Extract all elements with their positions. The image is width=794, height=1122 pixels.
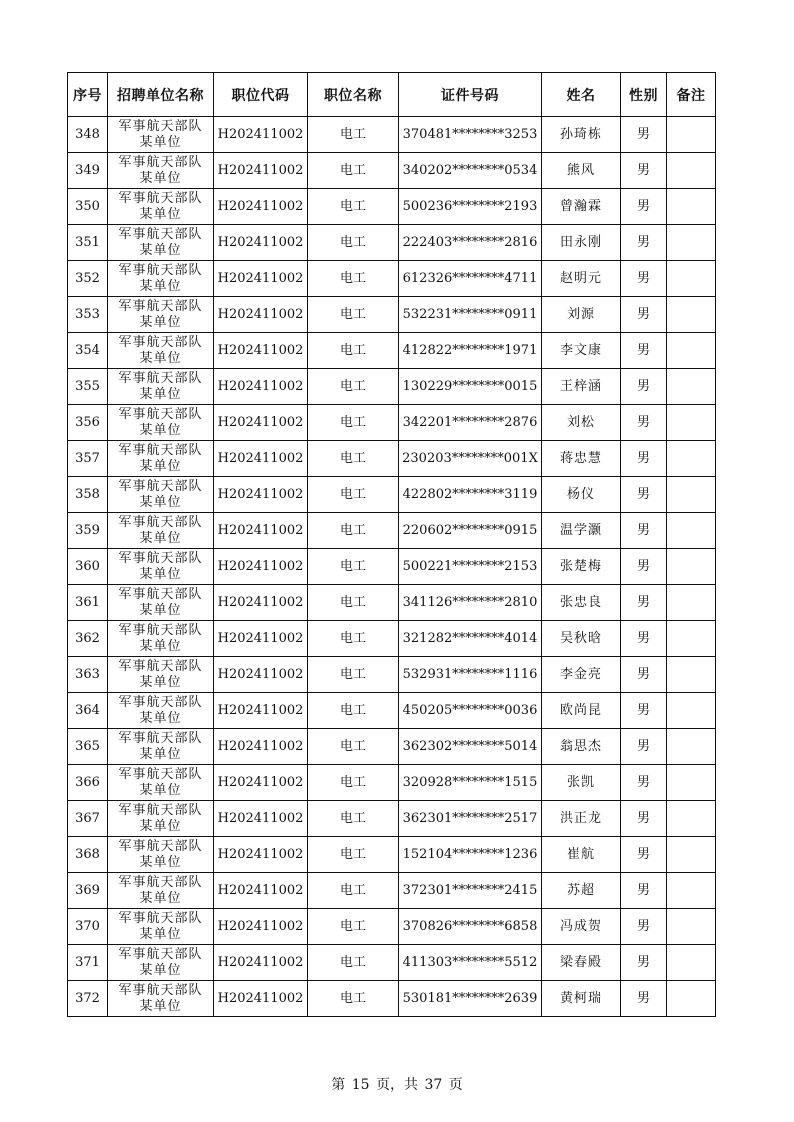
unit-cell — [108, 297, 214, 333]
table-row — [68, 981, 716, 1017]
table-row — [68, 477, 716, 513]
gender-cell: 男 — [621, 945, 667, 981]
unit-line: 某单位 — [139, 242, 182, 258]
position-cell: 电工 — [308, 333, 399, 369]
unit-line: 军事航天部队 — [118, 370, 203, 386]
table-row — [68, 693, 716, 729]
note-cell — [667, 585, 716, 621]
unit-line: 军事航天部队 — [118, 262, 203, 278]
seq-cell: 356 — [68, 405, 108, 441]
code-cell: H202411002 — [214, 117, 308, 153]
header-note: 备注 — [667, 73, 716, 117]
id-cell: 500236********2193 — [399, 189, 542, 225]
seq-cell: 362 — [68, 621, 108, 657]
note-cell — [667, 117, 716, 153]
id-cell: 532231********0911 — [399, 297, 542, 333]
gender-cell: 男 — [621, 909, 667, 945]
position-cell: 电工 — [308, 729, 399, 765]
unit-line: 某单位 — [139, 566, 182, 582]
id-cell: 341126********2810 — [399, 585, 542, 621]
gender-cell: 男 — [621, 873, 667, 909]
unit-cell — [108, 549, 214, 585]
unit-line: 某单位 — [139, 710, 182, 726]
position-cell: 电工 — [308, 225, 399, 261]
gender-cell: 男 — [621, 729, 667, 765]
position-cell: 电工 — [308, 657, 399, 693]
note-cell — [667, 225, 716, 261]
code-cell: H202411002 — [214, 801, 308, 837]
seq-cell: 354 — [68, 333, 108, 369]
unit-line: 某单位 — [139, 386, 182, 402]
table-row — [68, 945, 716, 981]
position-cell: 电工 — [308, 801, 399, 837]
gender-cell: 男 — [621, 513, 667, 549]
unit-cell — [108, 873, 214, 909]
position-cell: 电工 — [308, 981, 399, 1017]
unit-cell — [108, 117, 214, 153]
note-cell — [667, 261, 716, 297]
seq-cell: 368 — [68, 837, 108, 873]
unit-cell — [108, 945, 214, 981]
note-cell — [667, 189, 716, 225]
seq-cell: 371 — [68, 945, 108, 981]
table-row — [68, 513, 716, 549]
name-cell: 李文康 — [542, 333, 621, 369]
header-gender: 性别 — [621, 73, 667, 117]
table-row — [68, 369, 716, 405]
unit-line: 某单位 — [139, 746, 182, 762]
unit-cell — [108, 405, 214, 441]
name-cell: 翁思杰 — [542, 729, 621, 765]
code-cell: H202411002 — [214, 333, 308, 369]
unit-line: 军事航天部队 — [118, 802, 203, 818]
unit-line: 军事航天部队 — [118, 226, 203, 242]
page-number: 第 15 页，共 37 页 — [331, 1077, 463, 1093]
header-unit: 招聘单位名称 — [108, 73, 214, 117]
code-cell: H202411002 — [214, 693, 308, 729]
seq-cell: 372 — [68, 981, 108, 1017]
position-cell: 电工 — [308, 297, 399, 333]
unit-line: 某单位 — [139, 494, 182, 510]
unit-line: 某单位 — [139, 314, 182, 330]
position-cell: 电工 — [308, 189, 399, 225]
unit-cell — [108, 693, 214, 729]
unit-line: 某单位 — [139, 458, 182, 474]
unit-cell — [108, 225, 214, 261]
position-cell: 电工 — [308, 621, 399, 657]
id-cell: 320928********1515 — [399, 765, 542, 801]
code-cell: H202411002 — [214, 837, 308, 873]
table-row — [68, 585, 716, 621]
id-cell: 321282********4014 — [399, 621, 542, 657]
seq-cell: 370 — [68, 909, 108, 945]
code-cell: H202411002 — [214, 981, 308, 1017]
gender-cell: 男 — [621, 153, 667, 189]
table-row — [68, 297, 716, 333]
table-row — [68, 117, 716, 153]
name-cell: 杨仪 — [542, 477, 621, 513]
table-row — [68, 873, 716, 909]
unit-cell — [108, 441, 214, 477]
code-cell: H202411002 — [214, 261, 308, 297]
unit-cell — [108, 261, 214, 297]
unit-line: 某单位 — [139, 890, 182, 906]
unit-line: 某单位 — [139, 926, 182, 942]
name-cell: 李金亮 — [542, 657, 621, 693]
gender-cell: 男 — [621, 981, 667, 1017]
unit-line: 军事航天部队 — [118, 514, 203, 530]
position-cell: 电工 — [308, 873, 399, 909]
name-cell: 刘松 — [542, 405, 621, 441]
id-cell: 370481********3253 — [399, 117, 542, 153]
name-cell: 蒋忠慧 — [542, 441, 621, 477]
unit-line: 军事航天部队 — [118, 550, 203, 566]
name-cell: 赵明元 — [542, 261, 621, 297]
position-cell: 电工 — [308, 405, 399, 441]
unit-line: 军事航天部队 — [118, 838, 203, 854]
table-row — [68, 801, 716, 837]
unit-line: 军事航天部队 — [118, 118, 203, 134]
unit-line: 某单位 — [139, 350, 182, 366]
code-cell: H202411002 — [214, 477, 308, 513]
seq-cell: 360 — [68, 549, 108, 585]
code-cell: H202411002 — [214, 441, 308, 477]
seq-cell: 357 — [68, 441, 108, 477]
seq-cell: 355 — [68, 369, 108, 405]
position-cell: 电工 — [308, 153, 399, 189]
name-cell: 欧尚昆 — [542, 693, 621, 729]
seq-cell: 349 — [68, 153, 108, 189]
code-cell: H202411002 — [214, 585, 308, 621]
unit-line: 某单位 — [139, 422, 182, 438]
id-cell: 412822********1971 — [399, 333, 542, 369]
gender-cell: 男 — [621, 585, 667, 621]
gender-cell: 男 — [621, 261, 667, 297]
unit-line: 军事航天部队 — [118, 982, 203, 998]
note-cell — [667, 801, 716, 837]
note-cell — [667, 765, 716, 801]
code-cell: H202411002 — [214, 621, 308, 657]
gender-cell: 男 — [621, 693, 667, 729]
code-cell: H202411002 — [214, 297, 308, 333]
unit-cell — [108, 837, 214, 873]
gender-cell: 男 — [621, 117, 667, 153]
position-cell: 电工 — [308, 585, 399, 621]
table-row — [68, 261, 716, 297]
unit-line: 军事航天部队 — [118, 946, 203, 962]
name-cell: 苏超 — [542, 873, 621, 909]
note-cell — [667, 153, 716, 189]
seq-cell: 367 — [68, 801, 108, 837]
note-cell — [667, 549, 716, 585]
id-cell: 450205********0036 — [399, 693, 542, 729]
note-cell — [667, 513, 716, 549]
unit-line: 某单位 — [139, 962, 182, 978]
unit-cell — [108, 657, 214, 693]
unit-cell — [108, 801, 214, 837]
gender-cell: 男 — [621, 189, 667, 225]
table-row — [68, 909, 716, 945]
unit-cell — [108, 153, 214, 189]
unit-cell — [108, 621, 214, 657]
unit-line: 军事航天部队 — [118, 586, 203, 602]
seq-cell: 350 — [68, 189, 108, 225]
code-cell: H202411002 — [214, 873, 308, 909]
gender-cell: 男 — [621, 549, 667, 585]
unit-cell — [108, 189, 214, 225]
name-cell: 孙琦栋 — [542, 117, 621, 153]
unit-cell — [108, 585, 214, 621]
id-cell: 342201********2876 — [399, 405, 542, 441]
code-cell: H202411002 — [214, 405, 308, 441]
unit-cell — [108, 513, 214, 549]
unit-line: 某单位 — [139, 854, 182, 870]
name-cell: 张凯 — [542, 765, 621, 801]
note-cell — [667, 873, 716, 909]
name-cell: 温学灏 — [542, 513, 621, 549]
table-row — [68, 441, 716, 477]
note-cell — [667, 333, 716, 369]
note-cell — [667, 981, 716, 1017]
unit-line: 某单位 — [139, 278, 182, 294]
unit-cell — [108, 729, 214, 765]
note-cell — [667, 405, 716, 441]
note-cell — [667, 837, 716, 873]
note-cell — [667, 297, 716, 333]
unit-line: 某单位 — [139, 170, 182, 186]
note-cell — [667, 621, 716, 657]
code-cell: H202411002 — [214, 153, 308, 189]
id-cell: 500221********2153 — [399, 549, 542, 585]
note-cell — [667, 657, 716, 693]
code-cell: H202411002 — [214, 657, 308, 693]
seq-cell: 365 — [68, 729, 108, 765]
candidate-table — [67, 72, 716, 1017]
position-cell: 电工 — [308, 945, 399, 981]
table-row — [68, 549, 716, 585]
seq-cell: 366 — [68, 765, 108, 801]
position-cell: 电工 — [308, 765, 399, 801]
unit-line: 军事航天部队 — [118, 406, 203, 422]
seq-cell: 364 — [68, 693, 108, 729]
name-cell: 崔航 — [542, 837, 621, 873]
gender-cell: 男 — [621, 477, 667, 513]
unit-line: 军事航天部队 — [118, 910, 203, 926]
id-cell: 220602********0915 — [399, 513, 542, 549]
note-cell — [667, 693, 716, 729]
code-cell: H202411002 — [214, 189, 308, 225]
unit-cell — [108, 909, 214, 945]
unit-line: 军事航天部队 — [118, 298, 203, 314]
unit-cell — [108, 333, 214, 369]
note-cell — [667, 369, 716, 405]
unit-line: 军事航天部队 — [118, 334, 203, 350]
gender-cell: 男 — [621, 801, 667, 837]
id-cell: 372301********2415 — [399, 873, 542, 909]
unit-line: 某单位 — [139, 134, 182, 150]
seq-cell: 352 — [68, 261, 108, 297]
note-cell — [667, 477, 716, 513]
id-cell: 340202********0534 — [399, 153, 542, 189]
seq-cell: 353 — [68, 297, 108, 333]
code-cell: H202411002 — [214, 945, 308, 981]
id-cell: 130229********0015 — [399, 369, 542, 405]
table-row — [68, 621, 716, 657]
position-cell: 电工 — [308, 261, 399, 297]
name-cell: 吴秋晗 — [542, 621, 621, 657]
id-cell: 422802********3119 — [399, 477, 542, 513]
gender-cell: 男 — [621, 369, 667, 405]
name-cell: 王梓涵 — [542, 369, 621, 405]
unit-line: 军事航天部队 — [118, 190, 203, 206]
unit-line: 军事航天部队 — [118, 874, 203, 890]
code-cell: H202411002 — [214, 369, 308, 405]
header-position: 职位名称 — [308, 73, 399, 117]
code-cell: H202411002 — [214, 765, 308, 801]
gender-cell: 男 — [621, 657, 667, 693]
header-row — [68, 73, 716, 117]
unit-line: 某单位 — [139, 530, 182, 546]
name-cell: 梁春殿 — [542, 945, 621, 981]
id-cell: 612326********4711 — [399, 261, 542, 297]
table-row — [68, 729, 716, 765]
code-cell: H202411002 — [214, 729, 308, 765]
position-cell: 电工 — [308, 909, 399, 945]
position-cell: 电工 — [308, 441, 399, 477]
seq-cell: 361 — [68, 585, 108, 621]
id-cell: 530181********2639 — [399, 981, 542, 1017]
unit-line: 某单位 — [139, 602, 182, 618]
table-row — [68, 657, 716, 693]
name-cell: 黄柯瑞 — [542, 981, 621, 1017]
gender-cell: 男 — [621, 441, 667, 477]
position-cell: 电工 — [308, 693, 399, 729]
unit-cell — [108, 477, 214, 513]
code-cell: H202411002 — [214, 225, 308, 261]
note-cell — [667, 945, 716, 981]
name-cell: 田永刚 — [542, 225, 621, 261]
gender-cell: 男 — [621, 765, 667, 801]
id-cell: 230203********001X — [399, 441, 542, 477]
unit-line: 军事航天部队 — [118, 154, 203, 170]
unit-line: 某单位 — [139, 206, 182, 222]
position-cell: 电工 — [308, 369, 399, 405]
seq-cell: 348 — [68, 117, 108, 153]
name-cell: 冯成贺 — [542, 909, 621, 945]
gender-cell: 男 — [621, 297, 667, 333]
table-row — [68, 153, 716, 189]
table-row — [68, 837, 716, 873]
unit-line: 军事航天部队 — [118, 694, 203, 710]
header-seq: 序号 — [68, 73, 108, 117]
gender-cell: 男 — [621, 405, 667, 441]
seq-cell: 369 — [68, 873, 108, 909]
code-cell: H202411002 — [214, 909, 308, 945]
id-cell: 411303********5512 — [399, 945, 542, 981]
unit-line: 军事航天部队 — [118, 658, 203, 674]
id-cell: 362301********2517 — [399, 801, 542, 837]
id-cell: 222403********2816 — [399, 225, 542, 261]
seq-cell: 359 — [68, 513, 108, 549]
position-cell: 电工 — [308, 513, 399, 549]
unit-line: 军事航天部队 — [118, 766, 203, 782]
position-cell: 电工 — [308, 837, 399, 873]
name-cell: 刘源 — [542, 297, 621, 333]
gender-cell: 男 — [621, 621, 667, 657]
name-cell: 张忠良 — [542, 585, 621, 621]
seq-cell: 363 — [68, 657, 108, 693]
gender-cell: 男 — [621, 225, 667, 261]
name-cell: 洪正龙 — [542, 801, 621, 837]
gender-cell: 男 — [621, 837, 667, 873]
id-cell: 532931********1116 — [399, 657, 542, 693]
position-cell: 电工 — [308, 549, 399, 585]
name-cell: 张楚梅 — [542, 549, 621, 585]
position-cell: 电工 — [308, 477, 399, 513]
name-cell: 曾瀚霖 — [542, 189, 621, 225]
unit-line: 军事航天部队 — [118, 730, 203, 746]
gender-cell: 男 — [621, 333, 667, 369]
table-row — [68, 189, 716, 225]
unit-line: 某单位 — [139, 674, 182, 690]
unit-line: 军事航天部队 — [118, 622, 203, 638]
table-row — [68, 405, 716, 441]
unit-cell — [108, 765, 214, 801]
unit-line: 军事航天部队 — [118, 478, 203, 494]
unit-line: 某单位 — [139, 818, 182, 834]
unit-line: 某单位 — [139, 638, 182, 654]
header-id: 证件号码 — [399, 73, 542, 117]
id-cell: 362302********5014 — [399, 729, 542, 765]
code-cell: H202411002 — [214, 549, 308, 585]
seq-cell: 351 — [68, 225, 108, 261]
table-row — [68, 333, 716, 369]
table-row — [68, 765, 716, 801]
id-cell: 370826********6858 — [399, 909, 542, 945]
note-cell — [667, 729, 716, 765]
note-cell — [667, 441, 716, 477]
header-code: 职位代码 — [214, 73, 308, 117]
unit-line: 某单位 — [139, 998, 182, 1014]
code-cell: H202411002 — [214, 513, 308, 549]
unit-cell — [108, 369, 214, 405]
unit-line: 某单位 — [139, 782, 182, 798]
unit-line: 军事航天部队 — [118, 442, 203, 458]
header-name: 姓名 — [542, 73, 621, 117]
position-cell: 电工 — [308, 117, 399, 153]
seq-cell: 358 — [68, 477, 108, 513]
unit-cell — [108, 981, 214, 1017]
table-row — [68, 225, 716, 261]
name-cell: 熊风 — [542, 153, 621, 189]
id-cell: 152104********1236 — [399, 837, 542, 873]
note-cell — [667, 909, 716, 945]
